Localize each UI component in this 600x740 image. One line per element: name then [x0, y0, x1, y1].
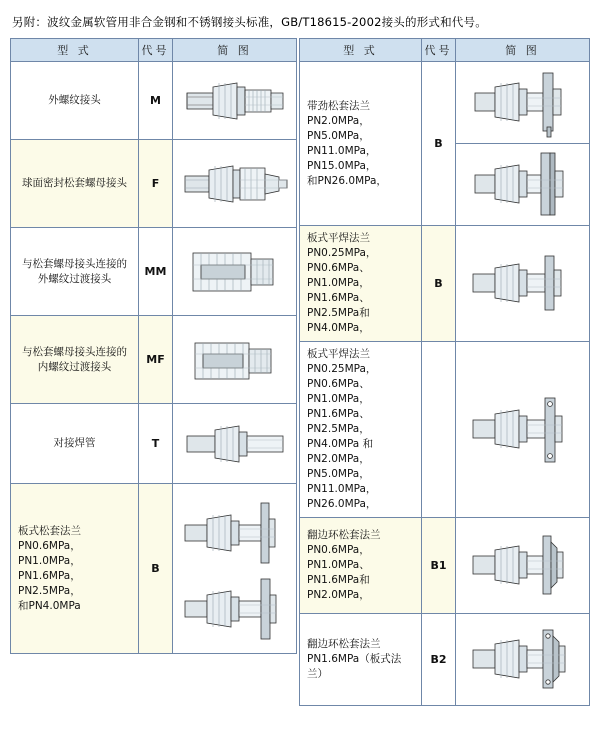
table-row — [11, 228, 297, 316]
header-code: 代号 — [422, 39, 456, 62]
flange-code: B — [422, 62, 456, 226]
fitting-type-label: 球面密封松套螺母接头 — [11, 140, 139, 228]
fitting-code: MF — [139, 316, 173, 404]
fitting-type-label: 与松套螺母接头连接的外螺纹过渡接头 — [11, 228, 139, 316]
tables-container — [10, 38, 590, 706]
fitting-code: MM — [139, 228, 173, 316]
fitting-female-transition-diagram — [173, 316, 297, 404]
flange-plate-flat-weld-diagram-b — [456, 342, 590, 518]
left-fittings-table — [10, 38, 297, 654]
table-row — [11, 62, 297, 140]
flange-lap-joint-diagram — [456, 518, 590, 614]
fitting-male-thread-diagram — [173, 62, 297, 140]
table-row — [300, 226, 590, 342]
fitting-spherical-union-nut-diagram — [173, 140, 297, 228]
fitting-code: M — [139, 62, 173, 140]
fitting-type-label: 外螺纹接头 — [11, 62, 139, 140]
table-header-row — [11, 39, 297, 62]
right-flanges-table — [299, 38, 590, 706]
table-header-row — [300, 39, 590, 62]
fitting-code: F — [139, 140, 173, 228]
flange-ribbed-loose-diagram-b — [456, 144, 590, 226]
flange-code: B2 — [422, 614, 456, 706]
page-title: 另附：波纹金属软管用非合金钢和不锈钢接头标准，GB/T18615-2002接头的形式和代号。 — [12, 15, 487, 29]
header-diagram: 简 图 — [456, 39, 590, 62]
flange-type-label: 板式平焊法兰 PN0.25MPa，PN0.6MPa、 PN1.0MPa，PN1.6MPa、 PN2.5MPa，PN4.0MPa 和 PN2.0MPa，PN5.0MPa， PN11.0MPa，PN26.0MPa， — [300, 342, 422, 518]
flange-type-label: 板式平焊法兰 PN0.25MPa，PN0.6MPa、 PN1.0MPa，PN1.6MPa、 PN2.5MPa和PN4.0MPa， — [300, 226, 422, 342]
flange-type-label: 翻边环松套法兰 PN0.6MPa，PN1.0MPa、 PN1.6MPa和PN2.0MPa， — [300, 518, 422, 614]
flange-type-label: 翻边环松套法兰 PN1.6MPa（板式法兰） — [300, 614, 422, 706]
fitting-plate-loose-flange-diagram — [173, 484, 297, 654]
fitting-code: T — [139, 404, 173, 484]
fitting-butt-weld-pipe-diagram — [173, 404, 297, 484]
fitting-type-label: 板式松套法兰 PN0.6MPa，PN1.0MPa， PN1.6MPa，PN2.5MPa， 和PN4.0MPa — [11, 484, 139, 654]
flange-type-label: 带劲松套法兰 PN2.0MPa，PN5.0MPa， PN11.0MPa，PN15.0MPa， 和PN26.0MPa， — [300, 62, 422, 226]
fitting-type-label: 与松套螺母接头连接的内螺纹过渡接头 — [11, 316, 139, 404]
flange-lap-joint-plate-diagram — [456, 614, 590, 706]
fitting-male-transition-diagram — [173, 228, 297, 316]
fitting-type-label: 对接焊管 — [11, 404, 139, 484]
table-row — [11, 316, 297, 404]
flange-code: B — [422, 226, 456, 342]
fitting-code: B — [139, 484, 173, 654]
table-row — [300, 342, 590, 518]
table-row — [11, 404, 297, 484]
table-row — [11, 484, 297, 654]
header-type: 型 式 — [11, 39, 139, 62]
header-code: 代号 — [139, 39, 173, 62]
table-row — [300, 614, 590, 706]
table-row — [11, 140, 297, 228]
table-row — [300, 518, 590, 614]
flange-code: B1 — [422, 518, 456, 614]
table-row — [300, 62, 590, 144]
flange-ribbed-loose-diagram-a — [456, 62, 590, 144]
flange-code — [422, 342, 456, 518]
flange-plate-flat-weld-diagram-a — [456, 226, 590, 342]
header-type: 型 式 — [300, 39, 422, 62]
header-diagram: 简 图 — [173, 39, 297, 62]
